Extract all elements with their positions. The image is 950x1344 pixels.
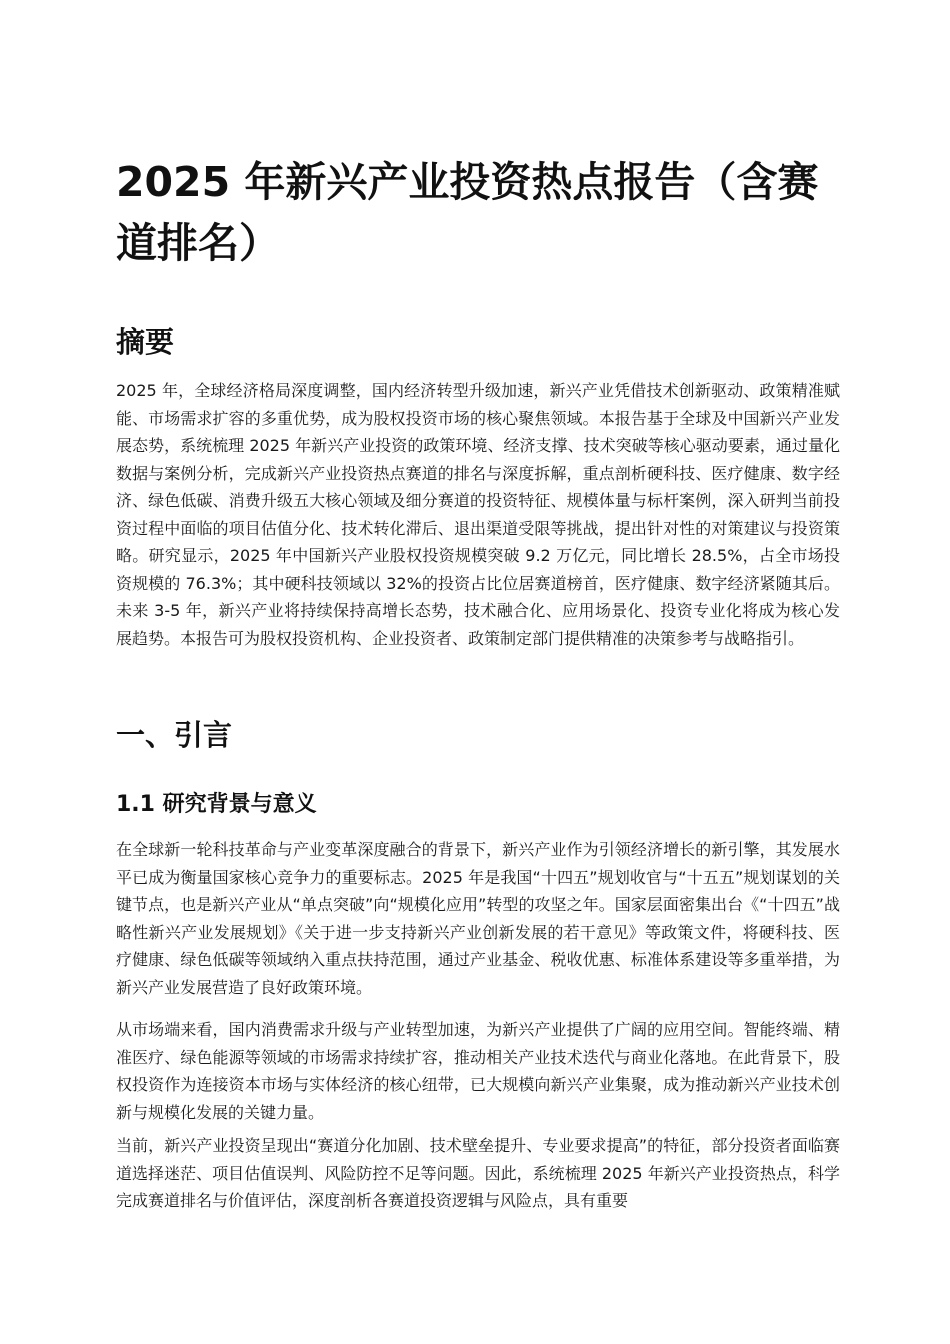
section-heading-introduction: 一、引言	[116, 718, 233, 752]
body-paragraph: 在全球新一轮科技革命与产业变革深度融合的背景下，新兴产业作为引领经济增长的新引擎，其发展水平已成为衡量国家核心竞争力的重要标志。2025 年是我国“十四五”规划收官与“十五五”规划谋划的关键节点，也是新兴产业从“单点突破”向“规模化应用”转型的攻坚之年。国家层面密集出台《“十四五”战略性新兴产业发展规划》《关于进一步支持新兴产业创新发展的若干意见》等政策文件，将硬科技、医疗健康、绿色低碳等领域纳入重点扶持范围，通过产业基金、税收优惠、标准体系建设等多重举措，为新兴产业发展营造了良好政策环境。	[116, 840, 840, 997]
body-paragraph: 从市场端来看，国内消费需求升级与产业转型加速，为新兴产业提供了广阔的应用空间。智能终端、精准医疗、绿色能源等领域的市场需求持续扩容，推动相关产业技术迭代与商业化落地。在此背景下，股权投资作为连接资本市场与实体经济的核心纽带，已大规模向新兴产业集聚，成为推动新兴产业技术创新与规模化发展的关键力量。	[116, 1020, 840, 1122]
body-paragraph: 当前，新兴产业投资呈现出“赛道分化加剧、技术壁垒提升、专业要求提高”的特征，部分投资者面临赛道选择迷茫、项目估值误判、风险防控不足等问题。因此，系统梳理 2025 年新兴产业投资热点，科学完成赛道排名与价值评估，深度剖析各赛道投资逻辑与风险点，具有重要	[116, 1136, 840, 1210]
document-title: 2025 年新兴产业投资热点报告（含赛道排名）	[116, 158, 819, 267]
abstract-paragraph: 2025 年，全球经济格局深度调整，国内经济转型升级加速，新兴产业凭借技术创新驱动、政策精准赋能、市场需求扩容的多重优势，成为股权投资市场的核心聚焦领域。本报告基于全球及中国新兴产业发展态势，系统梳理 2025 年新兴产业投资的政策环境、经济支撑、技术突破等核心驱动要素，通过量化数据与案例分析，完成新兴产业投资热点赛道的排名与深度拆解，重点剖析硬科技、医疗健康、数字经济、绿色低碳、消费升级五大核心领域及细分赛道的投资特征、规模体量与标杆案例，深入研判当前投资过程中面临的项目估值分化、技术转化滞后、退出渠道受限等挑战，提出针对性的对策建议与投资策略。研究显示，2025 年中国新兴产业股权投资规模突破 9.2 万亿元，同比增长 28.5%，占全市场投资规模的 76.3%；其中硬科技领域以 32%的投资占比位居赛道榜首，医疗健康、数字经济紧随其后。未来 3-5 年，新兴产业将持续保持高增长态势，技术融合化、应用场景化、投资专业化将成为核心发展趋势。本报告可为股权投资机构、企业投资者、政策制定部门提供精准的决策参考与战略指引。	[116, 381, 840, 648]
subsection-heading-research-background: 1.1 研究背景与意义	[116, 792, 317, 817]
abstract-heading: 摘要	[116, 325, 175, 359]
